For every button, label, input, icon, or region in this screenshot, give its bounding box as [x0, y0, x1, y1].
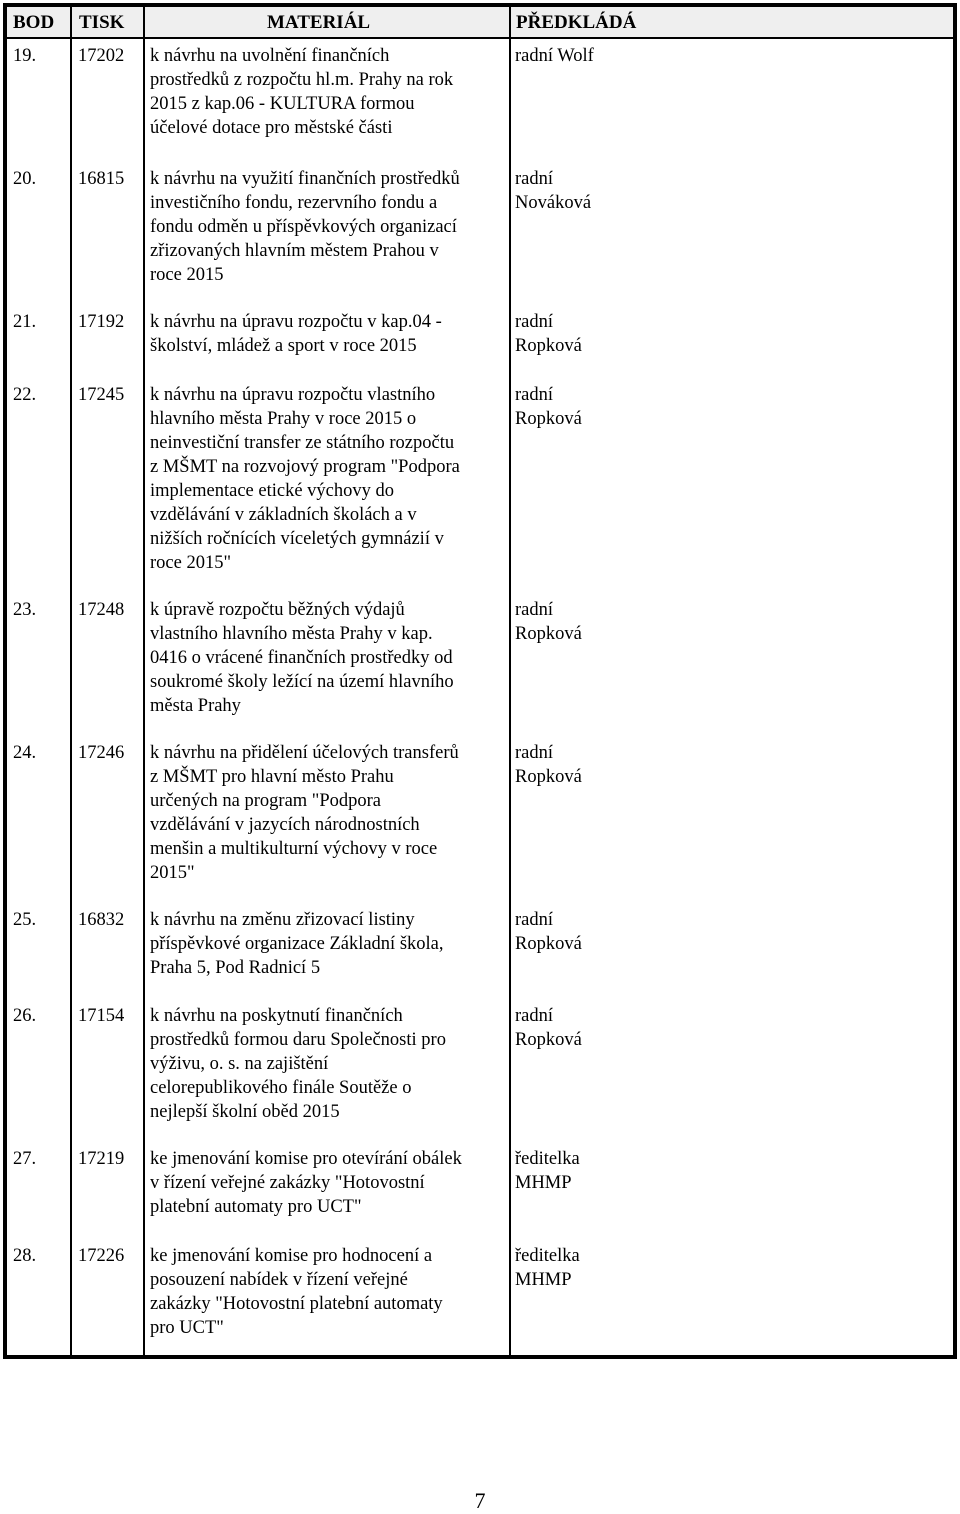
- material-line: ke jmenování komise pro otevírání obálek: [150, 1149, 462, 1169]
- material-line: k návrhu na změnu zřizovací listiny: [150, 910, 415, 930]
- row-tisk: 17245: [78, 385, 125, 405]
- material-line: neinvestiční transfer ze státního rozpočtu: [150, 433, 455, 453]
- row-tisk: 17219: [78, 1149, 125, 1169]
- material-line: roce 2015": [150, 553, 232, 573]
- material-line: k návrhu na přidělení účelových transferů: [150, 743, 459, 763]
- material-line: menšin a multikulturní výchovy v roce: [150, 839, 438, 859]
- predklada-line: radní: [515, 600, 554, 620]
- row-tisk: 17202: [78, 46, 125, 66]
- predklada-line: radní Wolf: [515, 46, 594, 66]
- row-tisk: 16832: [78, 910, 125, 930]
- row-material: [150, 310, 506, 358]
- predklada-line: MHMP: [515, 1173, 572, 1193]
- material-line: výživu, o. s. na zajištění: [150, 1054, 329, 1074]
- row-predklada: [515, 741, 655, 789]
- row-material: [150, 1244, 506, 1340]
- row-bod: 25.: [13, 910, 37, 930]
- predklada-line: MHMP: [515, 1270, 572, 1290]
- column-divider: [70, 7, 72, 1355]
- predklada-line: Ropková: [515, 767, 582, 787]
- material-line: k návrhu na úpravu rozpočtu v kap.04 -: [150, 312, 442, 332]
- material-line: 0416 o vrácené finančních prostředky od: [150, 648, 453, 668]
- row-tisk: 17154: [78, 1006, 125, 1026]
- row-material: [150, 741, 506, 885]
- row-material: [150, 1004, 506, 1124]
- header-bod: BOD: [13, 12, 55, 33]
- material-line: 2015": [150, 863, 195, 883]
- material-line: soukromé školy ležící na území hlavního: [150, 672, 454, 692]
- material-line: posouzení nabídek v řízení veřejné: [150, 1270, 408, 1290]
- row-predklada: [515, 167, 655, 215]
- row-bod: 21.: [13, 312, 37, 332]
- material-line: účelové dotace pro městské části: [150, 118, 393, 138]
- material-line: z MŠMT pro hlavní město Prahu: [150, 767, 394, 787]
- header-divider: [7, 37, 953, 39]
- row-material: [150, 598, 506, 718]
- predklada-line: radní: [515, 910, 554, 930]
- header-tisk: TISK: [79, 12, 125, 33]
- material-line: určených na program "Podpora: [150, 791, 382, 811]
- column-divider: [509, 7, 511, 1355]
- predklada-line: Ropková: [515, 624, 582, 644]
- header-predklada: PŘEDKLÁDÁ: [516, 12, 637, 33]
- page-number: 7: [474, 1488, 486, 1513]
- row-material: [150, 167, 506, 287]
- material-line: prostředků formou daru Společnosti pro: [150, 1030, 446, 1050]
- row-tisk: 17192: [78, 312, 125, 332]
- material-line: v řízení veřejné zakázky "Hotovostní: [150, 1173, 425, 1193]
- predklada-line: Nováková: [515, 193, 592, 213]
- predklada-line: Ropková: [515, 1030, 582, 1050]
- material-line: školství, mládež a sport v roce 2015: [150, 336, 417, 356]
- material-line: 2015 z kap.06 - KULTURA formou: [150, 94, 415, 114]
- material-line: nejlepší školní oběd 2015: [150, 1102, 340, 1122]
- material-line: vzdělávání v základních školách a v: [150, 505, 417, 525]
- predklada-line: ředitelka: [515, 1246, 580, 1266]
- material-line: k návrhu na úpravu rozpočtu vlastního: [150, 385, 436, 405]
- row-material: [150, 908, 506, 980]
- material-line: z MŠMT na rozvojový program "Podpora: [150, 457, 460, 477]
- material-line: k návrhu na využití finančních prostředků: [150, 169, 460, 189]
- material-line: implementace etické výchovy do: [150, 481, 395, 501]
- row-predklada: [515, 1147, 655, 1195]
- predklada-line: Ropková: [515, 934, 582, 954]
- row-material: [150, 44, 506, 140]
- material-line: fondu odměn u příspěvkových organizací: [150, 217, 457, 237]
- predklada-line: radní: [515, 312, 554, 332]
- material-line: roce 2015: [150, 265, 224, 285]
- predklada-line: radní: [515, 743, 554, 763]
- row-bod: 26.: [13, 1006, 37, 1026]
- material-line: ke jmenování komise pro hodnocení a: [150, 1246, 433, 1266]
- row-bod: 24.: [13, 743, 37, 763]
- row-tisk: 16815: [78, 169, 125, 189]
- material-line: města Prahy: [150, 696, 241, 716]
- material-line: investičního fondu, rezervního fondu a: [150, 193, 438, 213]
- row-predklada: [515, 908, 655, 956]
- row-tisk: 17248: [78, 600, 125, 620]
- row-tisk: 17246: [78, 743, 125, 763]
- material-line: k návrhu na poskytnutí finančních: [150, 1006, 403, 1026]
- column-divider: [143, 7, 145, 1355]
- row-predklada: [515, 310, 655, 358]
- material-line: příspěvkové organizace Základní škola,: [150, 934, 444, 954]
- material-line: celorepublikového finále Soutěže o: [150, 1078, 412, 1098]
- row-predklada: [515, 44, 655, 68]
- agenda-table: [3, 3, 957, 1359]
- material-line: Praha 5, Pod Radnicí 5: [150, 958, 321, 978]
- predklada-line: ředitelka: [515, 1149, 580, 1169]
- row-bod: 19.: [13, 46, 37, 66]
- material-line: vlastního hlavního města Prahy v kap.: [150, 624, 433, 644]
- predklada-line: radní: [515, 1006, 554, 1026]
- predklada-line: radní: [515, 169, 554, 189]
- row-tisk: 17226: [78, 1246, 125, 1266]
- row-bod: 28.: [13, 1246, 37, 1266]
- row-bod: 27.: [13, 1149, 37, 1169]
- material-line: zakázky "Hotovostní platební automaty: [150, 1294, 443, 1314]
- table-header-row: [7, 7, 953, 39]
- predklada-line: Ropková: [515, 409, 582, 429]
- material-line: prostředků z rozpočtu hl.m. Prahy na rok: [150, 70, 454, 90]
- predklada-line: radní: [515, 385, 554, 405]
- row-bod: 20.: [13, 169, 37, 189]
- row-predklada: [515, 598, 655, 646]
- row-material: [150, 383, 506, 575]
- row-material: [150, 1147, 506, 1219]
- row-predklada: [515, 383, 655, 431]
- predklada-line: Ropková: [515, 336, 582, 356]
- row-bod: 23.: [13, 600, 37, 620]
- material-line: zřizovaných hlavním městem Prahou v: [150, 241, 439, 261]
- material-line: vzdělávání v jazycích národnostních: [150, 815, 420, 835]
- row-predklada: [515, 1004, 655, 1052]
- material-line: pro UCT": [150, 1318, 224, 1338]
- header-material: MATERIÁL: [267, 12, 371, 33]
- material-line: hlavního města Prahy v roce 2015 o: [150, 409, 417, 429]
- material-line: k návrhu na uvolnění finančních: [150, 46, 390, 66]
- material-line: k úpravě rozpočtu běžných výdajů: [150, 600, 405, 620]
- material-line: platební automaty pro UCT": [150, 1197, 362, 1217]
- row-predklada: [515, 1244, 655, 1292]
- row-bod: 22.: [13, 385, 37, 405]
- material-line: nižších ročnících víceletých gymnázií v: [150, 529, 444, 549]
